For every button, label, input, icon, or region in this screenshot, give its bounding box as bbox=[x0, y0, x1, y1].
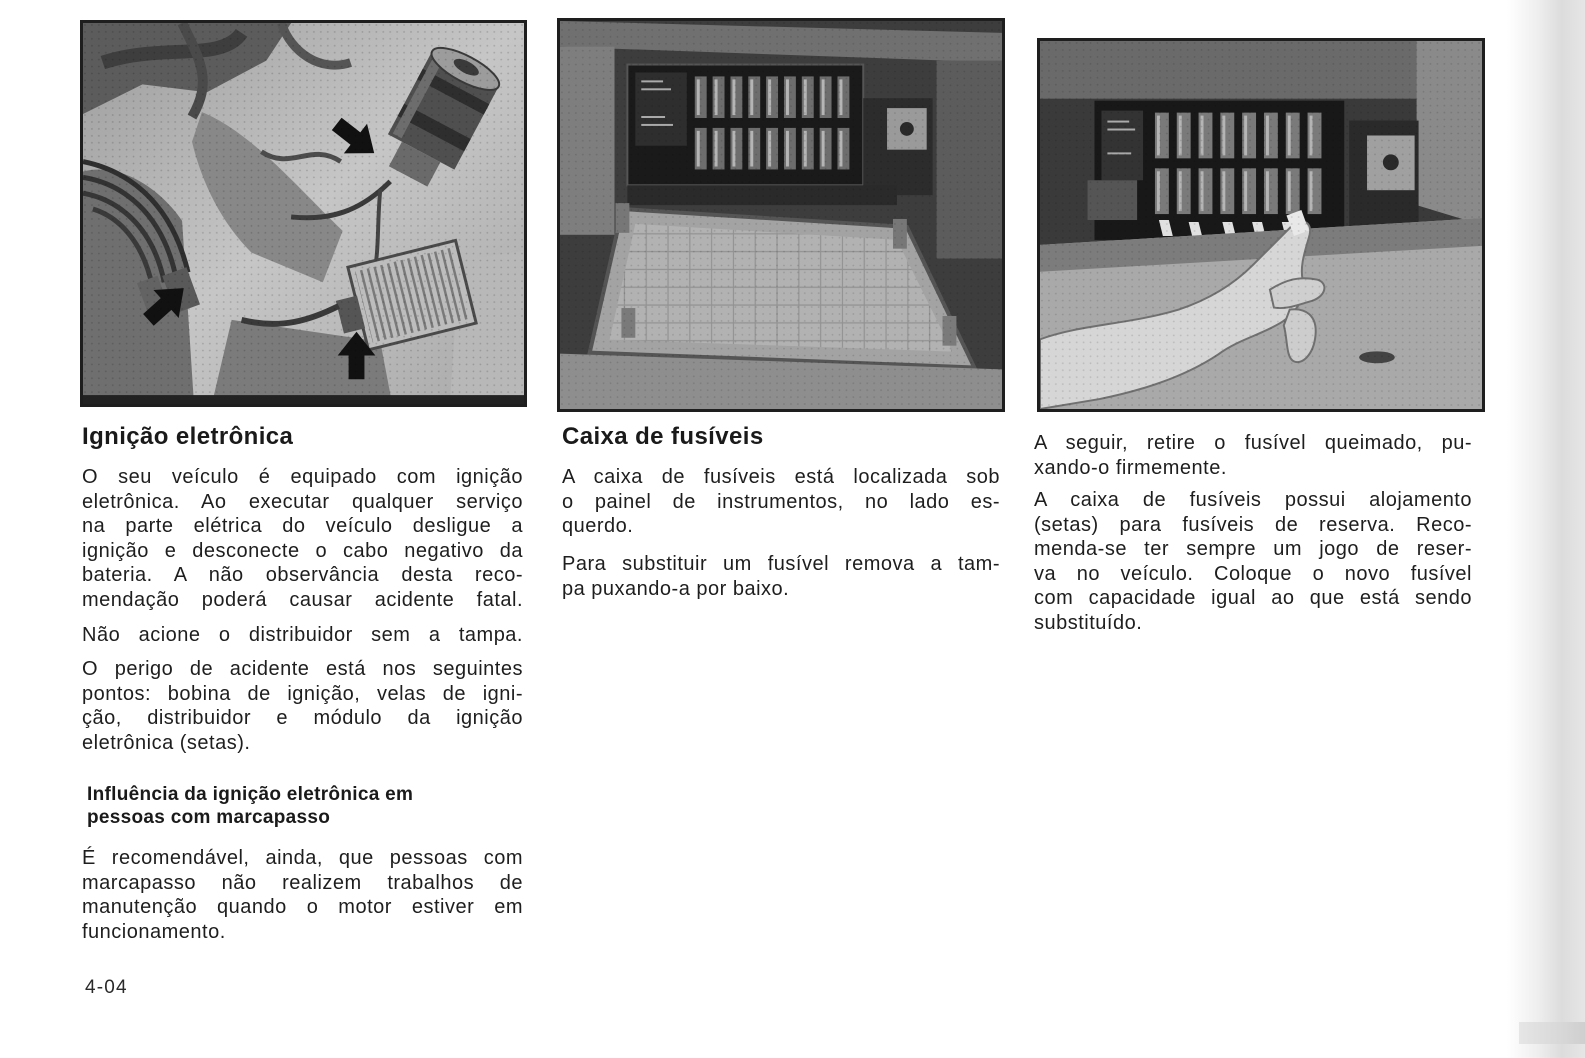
paragraph-line: ignição e desconecte o cabo negativo da bbox=[82, 539, 523, 562]
paragraph-line: o painel de instrumentos, no lado es- bbox=[562, 490, 1000, 513]
page-edge-shadow bbox=[1507, 0, 1585, 1058]
pacemaker-paragraph bbox=[82, 846, 523, 944]
paragraph-line: querdo. bbox=[562, 515, 634, 537]
paragraph-line: va no veículo. Coloque o novo fusível bbox=[1034, 562, 1472, 585]
fuse-lid-paragraph bbox=[562, 552, 1000, 601]
paragraph-line: bateria. A não observância desta reco- bbox=[82, 564, 523, 586]
paragraph-line: eletrônica (setas). bbox=[82, 731, 251, 754]
paragraph-line: A caixa de fusíveis está localizada sob bbox=[562, 466, 1000, 488]
paragraph-line: menda-se ter sempre um jogo de reser- bbox=[1034, 538, 1472, 560]
paragraph-line: xando-o firmemente. bbox=[1034, 456, 1227, 479]
fuse-removal-illustration bbox=[1040, 41, 1482, 409]
fuse-box-illustration bbox=[560, 21, 1002, 409]
paragraph-line: pontos: bobina de ignição, velas de igni- bbox=[82, 682, 523, 705]
fuse-removal-photo bbox=[1037, 38, 1485, 412]
fuse-removal-paragraph bbox=[1034, 431, 1472, 480]
subheading-line: pessoas com marcapasso bbox=[87, 807, 331, 828]
page-number: 4-04 bbox=[85, 977, 128, 998]
reserve-fuses-paragraph bbox=[1034, 488, 1472, 635]
paragraph-line: ção, distribuidor e módulo da ignição bbox=[82, 707, 523, 729]
pacemaker-subheading bbox=[87, 783, 413, 829]
danger-points-paragraph bbox=[82, 657, 523, 755]
paragraph-line: O perigo de acidente está nos seguintes bbox=[82, 658, 523, 680]
subheading-line: Influência da ignição eletrônica em bbox=[87, 784, 414, 805]
distributor-warning-paragraph bbox=[82, 623, 523, 648]
fuse-box-heading: Caixa de fusíveis bbox=[562, 423, 764, 450]
paragraph-line: funcionamento. bbox=[82, 920, 226, 943]
paragraph-line: Não acione o distribuidor sem a tampa. bbox=[82, 624, 523, 646]
paragraph-line: com capacidade igual ao que está sendo bbox=[1034, 587, 1472, 609]
paragraph-line: na parte elétrica do veículo desligue a bbox=[82, 515, 523, 537]
ignition-components-photo bbox=[80, 20, 527, 407]
ignition-components-illustration bbox=[83, 23, 524, 404]
page-edge-mark bbox=[1519, 1022, 1585, 1044]
paragraph-line: A caixa de fusíveis possui alojamento bbox=[1034, 489, 1472, 511]
paragraph-line: manutenção quando o motor estiver em bbox=[82, 896, 523, 918]
paragraph-line: substituído. bbox=[1034, 611, 1143, 634]
ignition-heading: Ignição eletrônica bbox=[82, 423, 294, 450]
paragraph-line: O seu veículo é equipado com ignição bbox=[82, 466, 523, 488]
fuse-box-location-paragraph bbox=[562, 465, 1000, 539]
paragraph-line: eletrônica. Ao executar qualquer serviço bbox=[82, 490, 523, 513]
paragraph-line: Para substituir um fusível remova a tam- bbox=[562, 553, 1000, 575]
paragraph-line: pa puxando-a por baixo. bbox=[562, 577, 790, 600]
ignition-intro-paragraph bbox=[82, 465, 523, 612]
paragraph-line: marcapasso não realizem trabalhos de bbox=[82, 871, 523, 894]
paragraph-line: mendação poderá causar acidente fatal. bbox=[82, 588, 523, 611]
paragraph-line: A seguir, retire o fusível queimado, pu- bbox=[1034, 432, 1472, 454]
paragraph-line: É recomendável, ainda, que pessoas com bbox=[82, 847, 523, 869]
fuse-box-photo bbox=[557, 18, 1005, 412]
paragraph-line: (setas) para fusíveis de reserva. Reco- bbox=[1034, 513, 1472, 536]
